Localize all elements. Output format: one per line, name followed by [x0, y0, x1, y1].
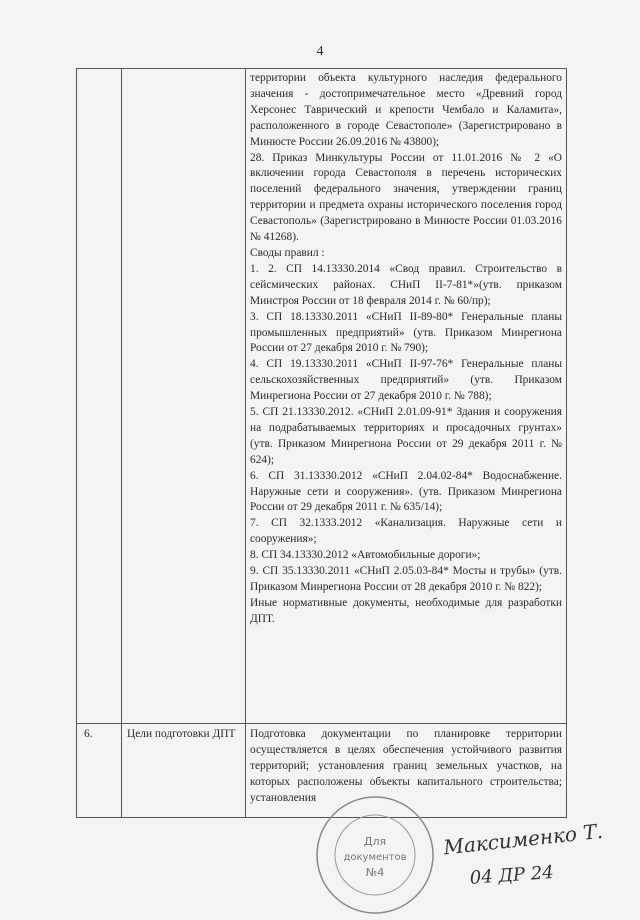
column-divider	[121, 69, 122, 817]
row-divider	[77, 723, 566, 724]
paragraph: 5. СП 21.13330.2012. «СНиП 2.01.09-91* Здания и сооружения на подрабатываемых территориях и просадочных грунтах» (утв. Приказом Минрегиона России от 29 декабря 2011 г. № 624);	[250, 406, 562, 466]
paragraph: 7. СП 32.1333.2012 «Канализация. Наружные сети и сооружения»;	[250, 517, 562, 546]
signature-date: 04 ДР 24	[469, 862, 555, 889]
paragraph: 9. СП 35.13330.2011 «СНиП 2.05.03-84* Мосты и трубы» (утв. Приказом Минрегиона России от 28 декабря 2010 г. № 822);	[250, 565, 562, 593]
row-1-content	[250, 71, 562, 628]
paragraph: 3. СП 18.13330.2011 «СНиП II-89-80* Генеральные планы промышленных предприятий» (утв. Приказом Минрегиона России от 27 декабря 2010 г. № 790);	[250, 310, 562, 355]
paragraph: 4. СП 19.13330.2011 «СНиП II-97-76* Генеральные планы сельскохозяйственных предприятий» (утв. Приказом Минрегиона России от 27 декабря 2010 г. № 788);	[250, 358, 562, 403]
paragraph: 1. 2. СП 14.13330.2014 «Свод правил. Строительство в сейсмических районах. СНиП II-7-81*»(утв. приказом Минстроя России от 18 февраля 2014 г. № 60/пр);	[250, 262, 562, 307]
handwritten-signature	[440, 808, 610, 898]
paragraph: Своды правил :	[250, 246, 325, 259]
row-2-content: Подготовка документации по планировке территории осуществляется в целях обеспечения устойчивого развития территорий; установления границ земельных участков, на которых расположены объекты капитального строительства; установления	[250, 728, 562, 804]
stamp-line-2: документов	[343, 852, 407, 863]
round-stamp	[310, 790, 440, 920]
paragraph: 8. СП 34.13330.2012 «Автомобильные дороги»;	[250, 549, 481, 562]
row-2-number: 6.	[84, 728, 93, 740]
paragraph: 6. СП 31.13330.2012 «СНиП 2.04.02-84* Водоснабжение. Наружные сети и сооружения». (утв. Приказом Минрегиона России от 29 декабря 2011 г. № 635/14);	[250, 469, 562, 514]
paragraph: Иные нормативные документы, необходимые для разработки ДПТ.	[250, 596, 562, 625]
stamp-line-3: №4	[365, 866, 385, 879]
paragraph: 28. Приказ Минкультуры России от 11.01.2016 № 2 «О включении города Севастополя в перечень исторических поселений федерального значения, утверждении границ территории и предмета охраны исторического поселения город Севастополь» (Зарегистрировано в Минюсте России 01.03.2016 № 41268).	[250, 151, 562, 244]
paragraph: территории объекта культурного наследия федерального значения - достопримечательное место «Древний город Херсонес Таврический и крепости Чембало и Каламита», расположенного в городе Севастополе» (Зарегистрировано в Минюсте России 26.09.2016 № 43800);	[250, 72, 562, 148]
requirements-table	[76, 68, 567, 818]
stamp-line-1: Для	[363, 835, 387, 848]
page-number: 4	[316, 44, 324, 59]
column-divider	[245, 69, 246, 817]
signature-text: Максименко Т.	[442, 818, 604, 860]
row-2-name: Цели подготовки ДПТ	[127, 728, 236, 740]
